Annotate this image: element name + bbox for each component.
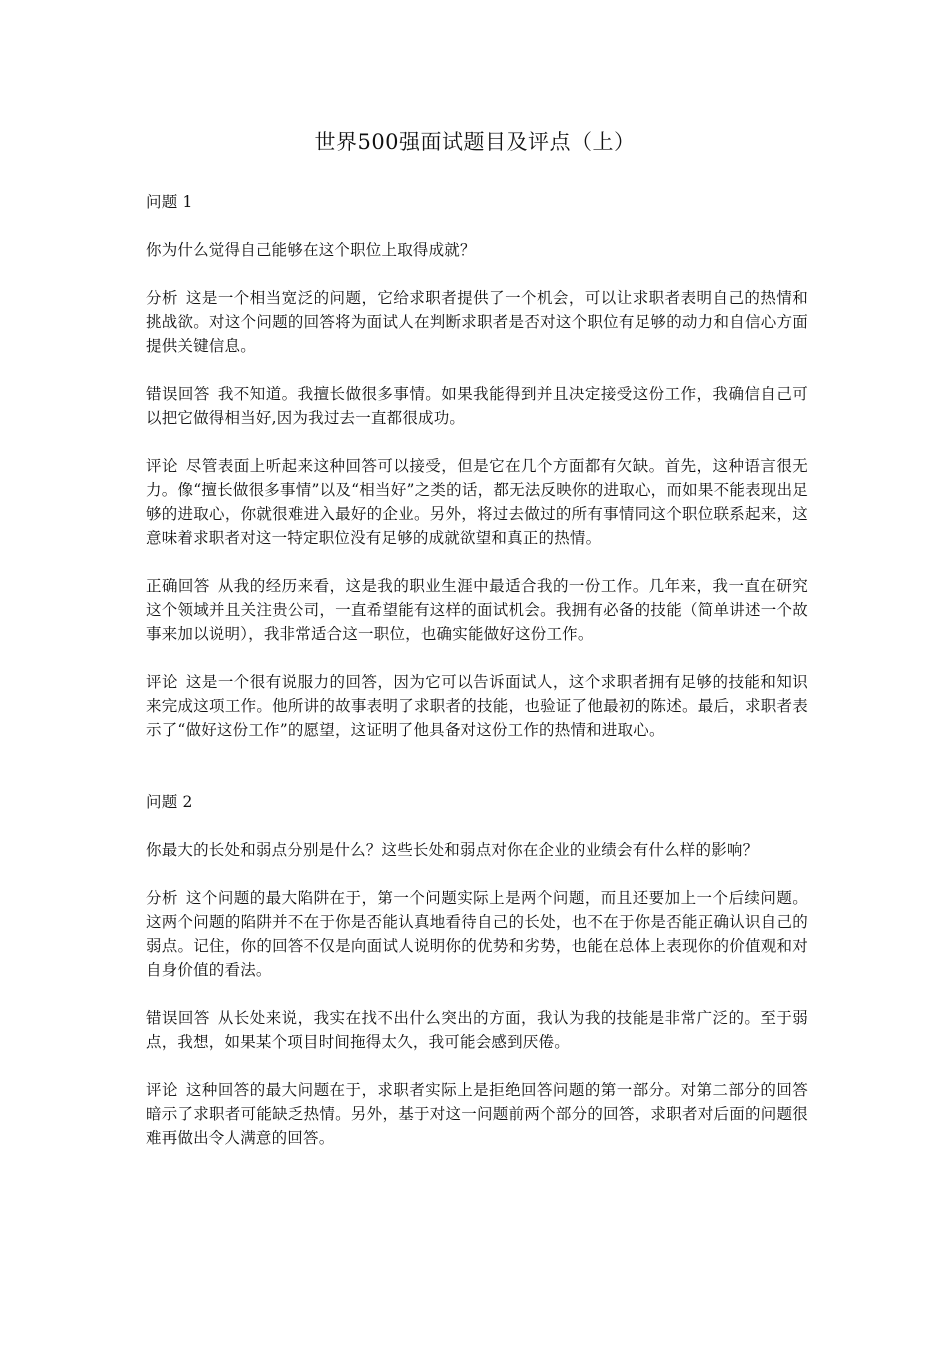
comment-label: 评论: [146, 1081, 178, 1099]
analysis-label: 分析: [146, 889, 178, 907]
section-1-analysis: [146, 286, 808, 358]
right-answer-label: 正确回答: [146, 577, 210, 595]
wrong-answer-label: 错误回答: [146, 385, 210, 403]
analysis-text: 这是一个相当宽泛的问题，它给求职者提供了一个机会，可以让求职者表明自己的热情和挑战欲。对这个问题的回答将为面试人在判断求职者是否对这个职位有足够的动力和自信心方面提供关键信息。: [146, 289, 808, 355]
section-2-wrong-answer: [146, 1006, 808, 1054]
section-1-wrong-answer: [146, 382, 808, 430]
wrong-answer-text: 我不知道。我擅长做很多事情。如果我能得到并且决定接受这份工作，我确信自己可以把它做得相当好,因为我过去一直都很成功。: [146, 385, 808, 427]
right-answer-text: 从我的经历来看，这是我的职业生涯中最适合我的一份工作。几年来，我一直在研究这个领域并且关注贵公司，一直希望能有这样的面试机会。我拥有必备的技能（简单讲述一个故事来加以说明），我非常适合这一职位，也确实能做好这份工作。: [146, 577, 808, 643]
analysis-text: 这个问题的最大陷阱在于，第一个问题实际上是两个问题，而且还要加上一个后续问题。这两个问题的陷阱并不在于你是否能认真地看待自己的长处，也不在于你是否能正确认识自己的弱点。记住，你的回答不仅是向面试人说明你的优势和劣势，也能在总体上表现你的价值观和对自身价值的看法。: [146, 889, 808, 979]
section-2-comment-1: [146, 1078, 808, 1150]
comment-label: 评论: [146, 457, 178, 475]
section-2-question: 你最大的长处和弱点分别是什么？这些长处和弱点对你在企业的业绩会有什么样的影响？: [146, 841, 759, 859]
section-1-question: 你为什么觉得自己能够在这个职位上取得成就？: [146, 241, 476, 259]
comment-text: 尽管表面上听起来这种回答可以接受，但是它在几个方面都有欠缺。首先，这种语言很无力。像“擅长做很多事情”以及“相当好”之类的话，都无法反映你的进取心，而如果不能表现出足够的进取心，你就很难进入最好的企业。另外，将过去做过的所有事情同这个职位联系起来，这意味着求职者对这一特定职位没有足够的成就欲望和真正的热情。: [146, 457, 808, 547]
wrong-answer-label: 错误回答: [146, 1009, 210, 1027]
comment-text: 这是一个很有说服力的回答，因为它可以告诉面试人，这个求职者拥有足够的技能和知识来完成这项工作。他所讲的故事表明了求职者的技能，也验证了他最初的陈述。最后，求职者表示了“做好这份工作”的愿望，这证明了他具备对这份工作的热情和进取心。: [146, 673, 808, 739]
document-body: [146, 190, 808, 1150]
section-1-heading: 问题 1: [146, 193, 193, 211]
section-1-comment-2: [146, 670, 808, 742]
section-2-analysis: [146, 886, 808, 982]
document-title: 世界500强面试题目及评点（上）: [314, 130, 636, 154]
section-1-right-answer: [146, 574, 808, 646]
section-1-comment-1: [146, 454, 808, 550]
wrong-answer-text: 从长处来说，我实在找不出什么突出的方面，我认为我的技能是非常广泛的。至于弱点，我想，如果某个项目时间拖得太久，我可能会感到厌倦。: [146, 1009, 808, 1051]
comment-text: 这种回答的最大问题在于，求职者实际上是拒绝回答问题的第一部分。对第二部分的回答暗示了求职者可能缺乏热情。另外，基于对这一问题前两个部分的回答，求职者对后面的问题很难再做出令人满意的回答。: [146, 1081, 808, 1147]
analysis-label: 分析: [146, 289, 178, 307]
comment-label: 评论: [146, 673, 178, 691]
section-2-heading: 问题 2: [146, 793, 193, 811]
